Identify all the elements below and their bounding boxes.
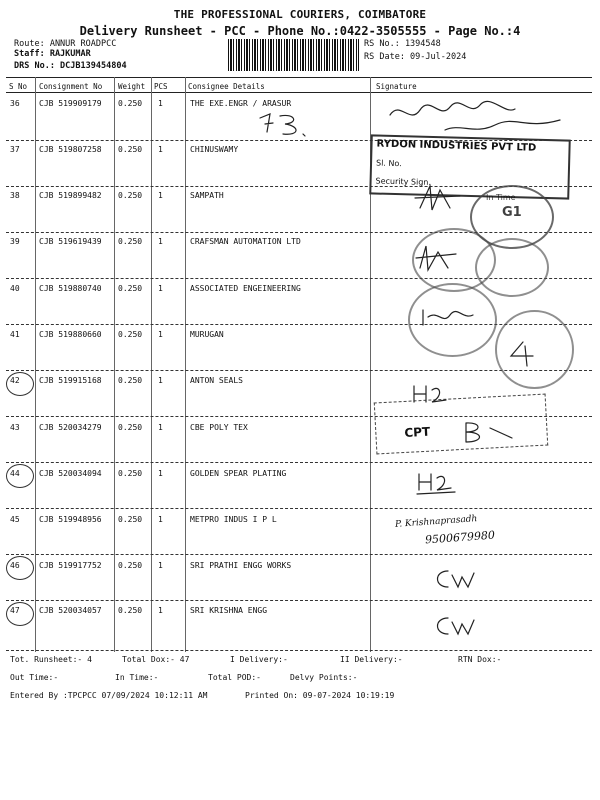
row-consignee: MURUGAN bbox=[190, 330, 224, 339]
signature-scribble bbox=[430, 565, 480, 595]
row-sno: 37 bbox=[10, 145, 20, 154]
route: Route: ANNUR ROADPCC bbox=[14, 39, 117, 49]
row-consignment: CJB 519880660 bbox=[39, 330, 102, 339]
row-pcs: 1 bbox=[158, 145, 163, 154]
column-divider bbox=[185, 77, 186, 652]
column-divider bbox=[114, 77, 115, 652]
row-consignee: METPRO INDUS I P L bbox=[190, 515, 277, 524]
row-weight: 0.250 bbox=[118, 606, 143, 615]
row-consignment: CJB 520034279 bbox=[39, 423, 102, 432]
col-consignee-header: Consignee Details bbox=[188, 82, 265, 91]
signature-scribble bbox=[412, 240, 462, 275]
row-weight: 0.250 bbox=[118, 284, 143, 293]
printed-on: Printed On: 09-07-2024 10:19:19 bbox=[245, 691, 395, 700]
col-weight-header: Weight bbox=[118, 82, 146, 91]
barcode bbox=[228, 39, 359, 71]
row-pcs: 1 bbox=[158, 191, 163, 200]
company-title: THE PROFESSIONAL COURIERS, COIMBATORE bbox=[173, 8, 427, 21]
row-consignee: ASSOCIATED ENGEINEERING bbox=[190, 284, 301, 293]
row-weight: 0.250 bbox=[118, 376, 143, 385]
row-consignment: CJB 519807258 bbox=[39, 145, 102, 154]
row-sno: 44 bbox=[10, 469, 20, 478]
row-consignee: CRAFSMAN AUTOMATION LTD bbox=[190, 237, 301, 246]
stamp-cpt: CPT bbox=[404, 424, 431, 440]
stamp-security-sign: Security Sign. bbox=[375, 176, 432, 187]
row-consignment: CJB 519619439 bbox=[39, 237, 102, 246]
rtn-dox: RTN Dox:- bbox=[458, 655, 502, 664]
signature-scribble bbox=[410, 382, 455, 407]
signature-scribble bbox=[505, 338, 540, 368]
row-sno: 46 bbox=[10, 561, 20, 570]
out-time: Out Time:- bbox=[10, 673, 59, 682]
total-dox: Total Dox:- 47 bbox=[122, 655, 190, 664]
row-sno: 41 bbox=[10, 330, 20, 339]
signature-scribble bbox=[385, 95, 585, 140]
row-consignment: CJB 520034094 bbox=[39, 469, 102, 478]
row-consignment: CJB 519915168 bbox=[39, 376, 102, 385]
row-separator bbox=[6, 600, 592, 601]
row-weight: 0.250 bbox=[118, 330, 143, 339]
row-separator bbox=[6, 462, 592, 463]
row-weight: 0.250 bbox=[118, 191, 143, 200]
delivery-points: Delvy Points:- bbox=[290, 673, 358, 682]
row-consignment: CJB 519880740 bbox=[39, 284, 102, 293]
row-weight: 0.250 bbox=[118, 515, 143, 524]
row-weight: 0.250 bbox=[118, 469, 143, 478]
row-pcs: 1 bbox=[158, 423, 163, 432]
row-weight: 0.250 bbox=[118, 237, 143, 246]
col-consignment-header: Consignment No bbox=[39, 82, 103, 91]
row-pcs: 1 bbox=[158, 284, 163, 293]
row-pcs: 1 bbox=[158, 330, 163, 339]
signature-scribble bbox=[255, 108, 315, 140]
staff: Staff: RAJKUMAR bbox=[14, 49, 91, 59]
signature-scribble bbox=[415, 470, 460, 498]
table-top-rule bbox=[6, 77, 592, 78]
row-pcs: 1 bbox=[158, 561, 163, 570]
row-consignee: GOLDEN SPEAR PLATING bbox=[190, 469, 287, 478]
row-pcs: 1 bbox=[158, 469, 163, 478]
row-weight: 0.250 bbox=[118, 561, 143, 570]
stamp-sl-no: Sl. No. bbox=[375, 158, 402, 169]
stamp-company-name: RYDON INDUSTRIES PVT LTD bbox=[376, 138, 537, 154]
row-consignment: CJB 519948956 bbox=[39, 515, 102, 524]
row-sno: 39 bbox=[10, 237, 20, 246]
row-sno: 38 bbox=[10, 191, 20, 200]
row-consignment: CJB 519909179 bbox=[39, 99, 102, 108]
in-time: In Time:- bbox=[115, 673, 159, 682]
col-pcs-header: PCS bbox=[154, 82, 168, 91]
row-sno: 43 bbox=[10, 423, 20, 432]
row-consignment: CJB 520034057 bbox=[39, 606, 102, 615]
total-pod: Total POD:- bbox=[208, 673, 261, 682]
column-divider bbox=[151, 77, 152, 652]
ii-delivery: II Delivery:- bbox=[340, 655, 403, 664]
row-consignment: CJB 519917752 bbox=[39, 561, 102, 570]
i-delivery: I Delivery:- bbox=[230, 655, 288, 664]
stamp-in-time: In Time bbox=[486, 193, 516, 202]
rs-date: RS Date: 09-Jul-2024 bbox=[364, 52, 467, 62]
table-bottom-rule bbox=[6, 650, 592, 651]
row-weight: 0.250 bbox=[118, 99, 143, 108]
col-sno-header: S No bbox=[9, 82, 28, 91]
signature-scribble bbox=[410, 178, 470, 218]
row-sno: 47 bbox=[10, 606, 20, 615]
signature-scribble bbox=[460, 418, 520, 448]
col-signature-header: Signature bbox=[376, 82, 417, 91]
total-runsheet: Tot. Runsheet:- 4 bbox=[10, 655, 92, 664]
row-consignment: CJB 519899482 bbox=[39, 191, 102, 200]
row-consignee: SRI PRATHI ENGG WORKS bbox=[190, 561, 292, 570]
row-consignee: THE EXE.ENGR / ARASUR bbox=[190, 99, 292, 108]
column-divider bbox=[35, 77, 36, 652]
row-sno: 45 bbox=[10, 515, 20, 524]
row-weight: 0.250 bbox=[118, 145, 143, 154]
round-stamp bbox=[475, 238, 549, 297]
row-pcs: 1 bbox=[158, 99, 163, 108]
signature-scribble bbox=[418, 305, 478, 330]
row-pcs: 1 bbox=[158, 515, 163, 524]
row-sno: 40 bbox=[10, 284, 20, 293]
row-sno: 36 bbox=[10, 99, 20, 108]
row-pcs: 1 bbox=[158, 237, 163, 246]
row-pcs: 1 bbox=[158, 606, 163, 615]
signature-scribble bbox=[430, 612, 480, 642]
row-consignee: CBE POLY TEX bbox=[190, 423, 248, 432]
row-consignee: ANTON SEALS bbox=[190, 376, 243, 385]
stamp-g1: G1 bbox=[502, 205, 522, 220]
handwritten-phone: 9500679980 bbox=[424, 528, 496, 547]
drs-number: DRS No.: DCJB139454804 bbox=[14, 61, 127, 71]
row-separator bbox=[6, 508, 592, 509]
table-header-rule bbox=[6, 92, 592, 93]
row-consignee: SRI KRISHNA ENGG bbox=[190, 606, 268, 615]
row-weight: 0.250 bbox=[118, 423, 143, 432]
row-separator bbox=[6, 554, 592, 555]
row-pcs: 1 bbox=[158, 376, 163, 385]
handwritten-name: P. Krishnaprasadh bbox=[394, 514, 478, 530]
company-stamp bbox=[369, 134, 571, 199]
entered-by: Entered By :TPCPCC 07/09/2024 10:12:11 AM bbox=[10, 691, 208, 700]
row-consignee: SAMPATH bbox=[190, 191, 224, 200]
row-sno: 42 bbox=[10, 376, 20, 385]
row-consignee: CHINUSWAMY bbox=[190, 145, 239, 154]
rs-number: RS No.: 1394548 bbox=[364, 39, 441, 49]
runsheet-title: Delivery Runsheet - PCC - Phone No.:0422-3505555 - Page No.:4 bbox=[79, 24, 521, 38]
